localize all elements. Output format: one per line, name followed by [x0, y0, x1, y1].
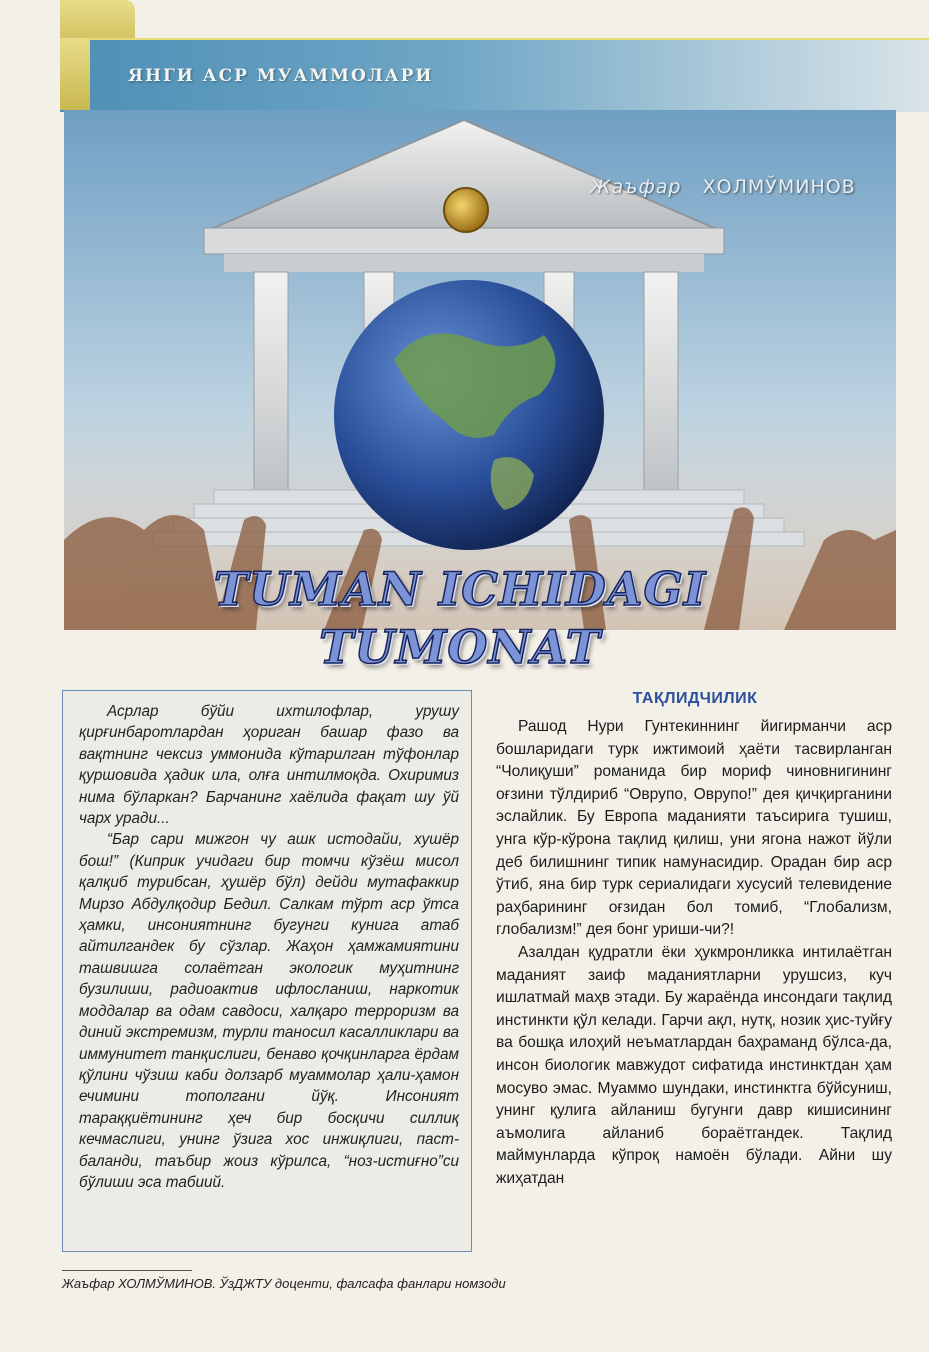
- author-last-name: ХОЛМЎМИНОВ: [702, 176, 856, 198]
- intro-paragraph: Асрлар бўйи ихтилофлар, урушу қирғинбаротлардан ҳориган башар фазо ва вақтнинг чексиз уммонида кўтарилган тўфонлар қуршовида ҳадик ила, олға интилмоқда. Охиримиз нима бўларкан? Барчанинг хаёлида фақат шу ўй чарх уради...: [79, 703, 459, 828]
- intro-boxed-text: [62, 690, 472, 1252]
- header-accent-bar: [60, 38, 90, 110]
- headline-line-1: TUMAN ICHIDAGI: [213, 562, 707, 616]
- section-title: ЯНГИ АСР МУАММОЛАРИ: [128, 66, 434, 86]
- author-byline: [590, 176, 856, 198]
- author-first-name: Жаъфар: [590, 176, 682, 198]
- body-paragraph: Рашод Нури Гунтекиннинг йигирманчи аср бошларидаги турк ижтимоий ҳаёти тасвирланган “Чолиқуши” романида бир мориф чиновнигининг оғзини тўлдириб “Оврупо, Оврупо!” дея қичқирганини эслайлик. Бу Европа маданияти таъсирига тушиш, унга кўр-кўрона тақлид қилиш, уни ягона нажот йўли деб билишнинг типик намунасидир. Орадан бир аср ўтиб, яна бир турк сериалидаги хусусий телевидение раҳбарининг оғзидан бол томиб, “Глобализм, глобализм!” дея бонг уриши-чи?!: [496, 718, 892, 939]
- headline-line-2: TUMONAT: [319, 620, 601, 674]
- footnote-divider: [62, 1270, 192, 1271]
- body-paragraph: Азалдан қудратли ёки ҳукмронликка интилаётган маданият заиф маданиятларни урушсиз, куч ишлатмай маҳв этади. Бу жараёнда инсондаги тақлид инстинкти қўл келади. Гарчи ақл, нутқ, нозик ҳис-туйғу ва бошқа илоҳий неъматлардан баҳраманд бўлса-да, инсон биологик мавжудот сифатида инстинктдан ҳам мосуво эмас. Муаммо шундаки, инстинктга бўйсуниш, унинг қулига айланиш бугунги давр кишисининг аъмолига айланиб бораётгандек. Тақлид маймунларда кўпроқ намоён бўлади. Айни шу жиҳатдан: [496, 943, 892, 1187]
- main-text-column: [496, 716, 892, 1190]
- author-footnote: Жаъфар ХОЛМЎМИНОВ. ЎзДЖТУ доценти, фалсафа фанлари номзоди: [62, 1276, 506, 1291]
- section-subheading: ТАҚЛИДЧИЛИК: [632, 690, 758, 707]
- article-headline: [150, 560, 770, 676]
- intro-paragraph: “Бар сари мижгон чу ашк истодайи, хушёр бош!” (Киприк учидаги бир томчи кўзёш мисол қалқиб турибсан, ҳушёр бўл) дейди мутафаккир Мирзо Абдулқодир Бедил. Салкам тўрт аср ўтса ҳамки, инсониятнинг бугунги кунига атаб айтилгандек бу сўзлар. Жаҳон ҳамжамиятини ташвишга солаётган экологик муҳитнинг бузилиши, радиоактив ифлосланиш, наркотик моддалар ва одам савдоси, халқаро терроризм ва диний экстремизм, турли таносил касалликлари ва иммунитет танқислиги, бенаво қочқинларга ёрдам қўлини чўзиш каби долзарб муаммолар ҳали-ҳамон ечимини тополгани йўқ. Инсоният тараққиётининг ҳеч бир босқичи силлиқ кечмаслиги, унинг ўзига хос инжиқлиги, паст-баланди, таъбир жоиз кўрилса, “ноз-истиғно”си бўлиши эса табиий.: [79, 831, 459, 1191]
